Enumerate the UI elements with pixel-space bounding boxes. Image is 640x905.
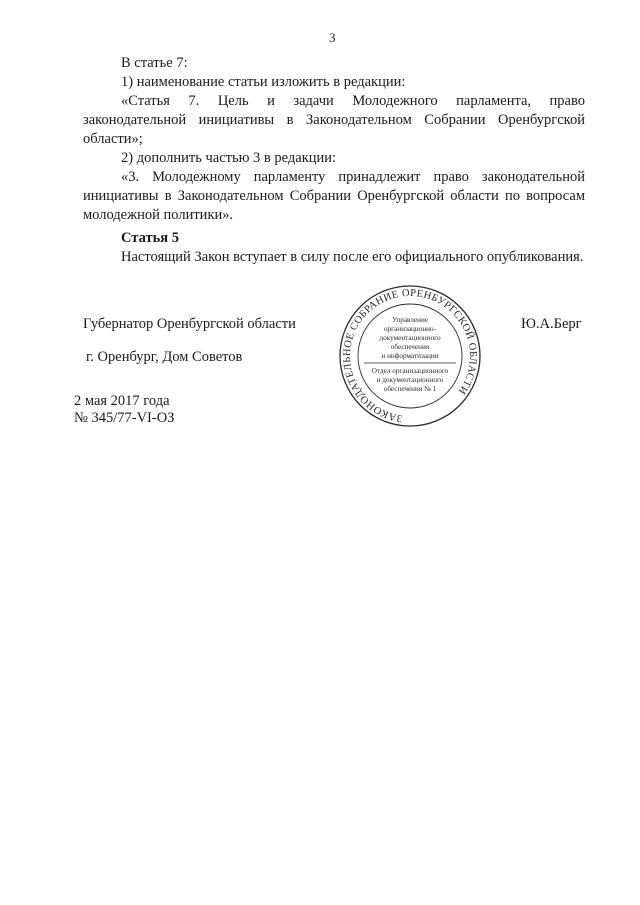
page-number: 3 bbox=[329, 30, 336, 45]
seal-line: Отдел организационного bbox=[371, 367, 449, 375]
seal-line: и документационного bbox=[376, 376, 444, 384]
article-5-heading: Статья 5 bbox=[121, 230, 179, 246]
signing-place: г. Оренбург, Дом Советов bbox=[86, 349, 243, 365]
signatory-position: Губернатор Оренбургской области bbox=[83, 316, 296, 332]
official-seal bbox=[338, 284, 482, 428]
law-number: № 345/77-VI-ОЗ bbox=[74, 410, 175, 426]
seal-line: Управление bbox=[391, 316, 429, 324]
seal-line: организационно- bbox=[383, 325, 437, 333]
amendment-item-1: 1) наименование статьи изложить в редакции: bbox=[121, 74, 406, 90]
article-5-text: Настоящий Закон вступает в силу после его официального опубликования. bbox=[121, 249, 584, 265]
amendment-item-2: 2) дополнить частью 3 в редакции: bbox=[121, 150, 337, 166]
seal-line: обеспечения bbox=[390, 343, 430, 351]
seal-line: обеспечения № 1 bbox=[383, 385, 437, 393]
seal-line: документационного bbox=[379, 334, 441, 342]
amendment-item-1-text: «Статья 7. Цель и задачи Молодежного парламента, право законодательной инициативы в Законодательном Собрании Оренбургской области»; bbox=[83, 93, 585, 147]
amendment-item-2-text: «3. Молодежному парламенту принадлежит право законодательной инициативы в Законодательном Собрании Оренбургской области по вопросам молодежной политики». bbox=[83, 169, 585, 223]
seal-line: и информатизации bbox=[381, 352, 439, 360]
amendment-intro: В статье 7: bbox=[121, 55, 188, 71]
signing-date: 2 мая 2017 года bbox=[74, 393, 170, 409]
seal-ring-text: ЗАКОНОДАТЕЛЬНОЕ СОБРАНИЕ ОРЕНБУРГСКОЙ ОБЛАСТИ bbox=[341, 287, 479, 424]
signatory-name: Ю.А.Берг bbox=[521, 316, 582, 332]
